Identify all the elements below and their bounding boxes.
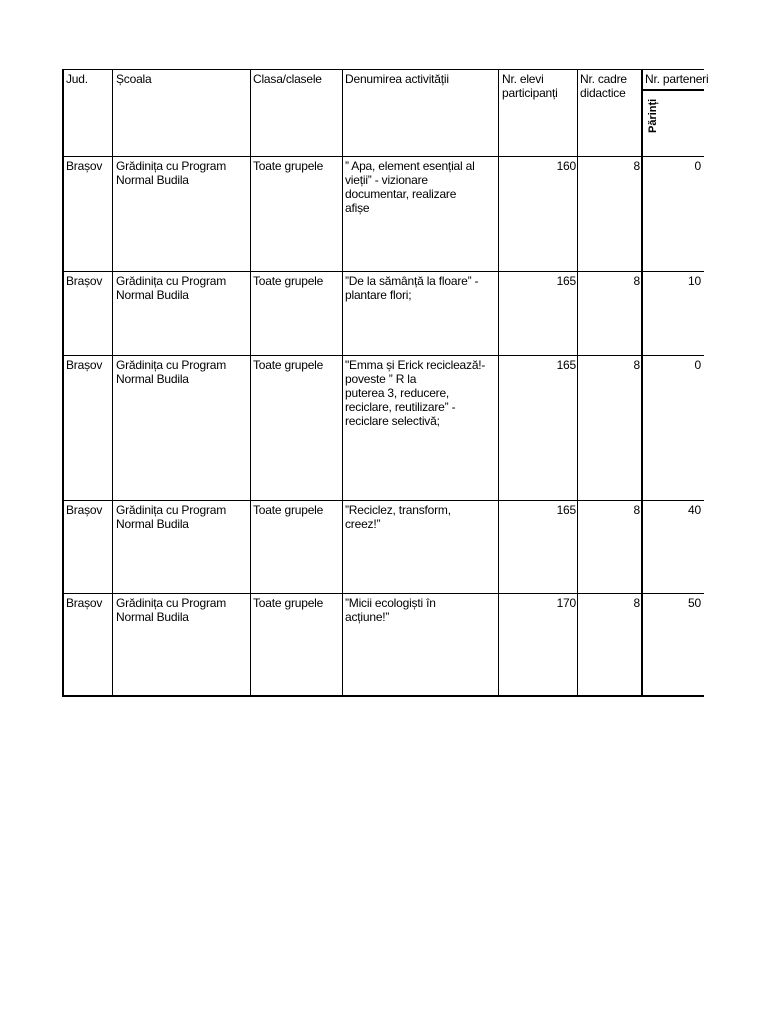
row-1-parinti: 0 xyxy=(694,159,701,173)
col-border-5 xyxy=(577,69,578,697)
row-5-parinti: 50 xyxy=(688,596,701,610)
row-1-denumire: ” Apa, element esențial al vieții” - vizionare documentar, realizare afișe xyxy=(345,159,475,215)
col-border-4 xyxy=(498,69,499,697)
row-2-jud: Brașov xyxy=(66,274,103,288)
row-1-jud: Brașov xyxy=(66,159,103,173)
row-1-nr-cadre: 8 xyxy=(633,159,640,173)
row-1-clasa: Toate grupele xyxy=(253,159,324,173)
row-border-2 xyxy=(62,355,704,356)
col-border-1 xyxy=(112,69,113,697)
header-nr-parteneri: Nr. parteneri xyxy=(645,72,709,86)
header-clasa: Clasa/clasele xyxy=(253,72,322,86)
row-4-scoala: Grădinița cu Program Normal Budila xyxy=(116,503,227,531)
row-2-clasa: Toate grupele xyxy=(253,274,324,288)
row-4-nr-cadre: 8 xyxy=(633,503,640,517)
row-1-scoala: Grădinița cu Program Normal Budila xyxy=(116,159,227,187)
row-2-nr-elevi: 165 xyxy=(556,274,576,288)
header-bottom-border xyxy=(62,156,704,157)
table-top-border xyxy=(62,69,704,70)
header-nr-elevi: Nr. elevi participanți xyxy=(502,72,558,100)
row-5-scoala: Grădinița cu Program Normal Budila xyxy=(116,596,227,624)
row-5-denumire: ”Micii ecologiști în acțiune!” xyxy=(345,596,436,624)
row-border-4 xyxy=(62,593,704,594)
table-left-border xyxy=(62,69,64,697)
header-scoala: Școala xyxy=(116,72,152,86)
row-1-nr-elevi: 160 xyxy=(556,159,576,173)
header-jud: Jud. xyxy=(66,72,88,86)
col-border-3 xyxy=(342,69,343,697)
row-3-jud: Brașov xyxy=(66,358,103,372)
row-2-denumire: ”De la sămânță la floare” - plantare flori; xyxy=(345,274,479,302)
header-denumire: Denumirea activității xyxy=(345,72,449,86)
row-3-nr-elevi: 165 xyxy=(556,358,576,372)
row-2-scoala: Grădinița cu Program Normal Budila xyxy=(116,274,227,302)
row-border-3 xyxy=(62,500,704,501)
row-5-nr-elevi: 170 xyxy=(556,596,576,610)
row-border-1 xyxy=(62,271,704,272)
row-3-clasa: Toate grupele xyxy=(253,358,324,372)
row-3-parinti: 0 xyxy=(694,358,701,372)
header-parinti-vertical: Părinți xyxy=(647,98,659,133)
row-5-jud: Brașov xyxy=(66,596,103,610)
row-4-jud: Brașov xyxy=(66,503,103,517)
row-2-nr-cadre: 8 xyxy=(633,274,640,288)
row-4-parinti: 40 xyxy=(688,503,701,517)
row-4-nr-elevi: 165 xyxy=(556,503,576,517)
row-5-clasa: Toate grupele xyxy=(253,596,324,610)
col-border-2 xyxy=(250,69,251,697)
row-4-clasa: Toate grupele xyxy=(253,503,324,517)
table-bottom-border xyxy=(62,695,704,697)
header-nr-cadre: Nr. cadre didactice xyxy=(580,72,627,100)
row-3-denumire: "Emma și Erick reciclează!- poveste ” R la puterea 3, reducere, reciclare, reutilizare” - reciclare selectivă; xyxy=(345,358,486,428)
col-border-6 xyxy=(641,69,643,697)
row-2-parinti: 10 xyxy=(688,274,701,288)
row-5-nr-cadre: 8 xyxy=(633,596,640,610)
row-4-denumire: ”Reciclez, transform, creez!” xyxy=(345,503,451,531)
partners-subheader-border xyxy=(643,89,704,91)
row-3-scoala: Grădinița cu Program Normal Budila xyxy=(116,358,227,386)
row-3-nr-cadre: 8 xyxy=(633,358,640,372)
